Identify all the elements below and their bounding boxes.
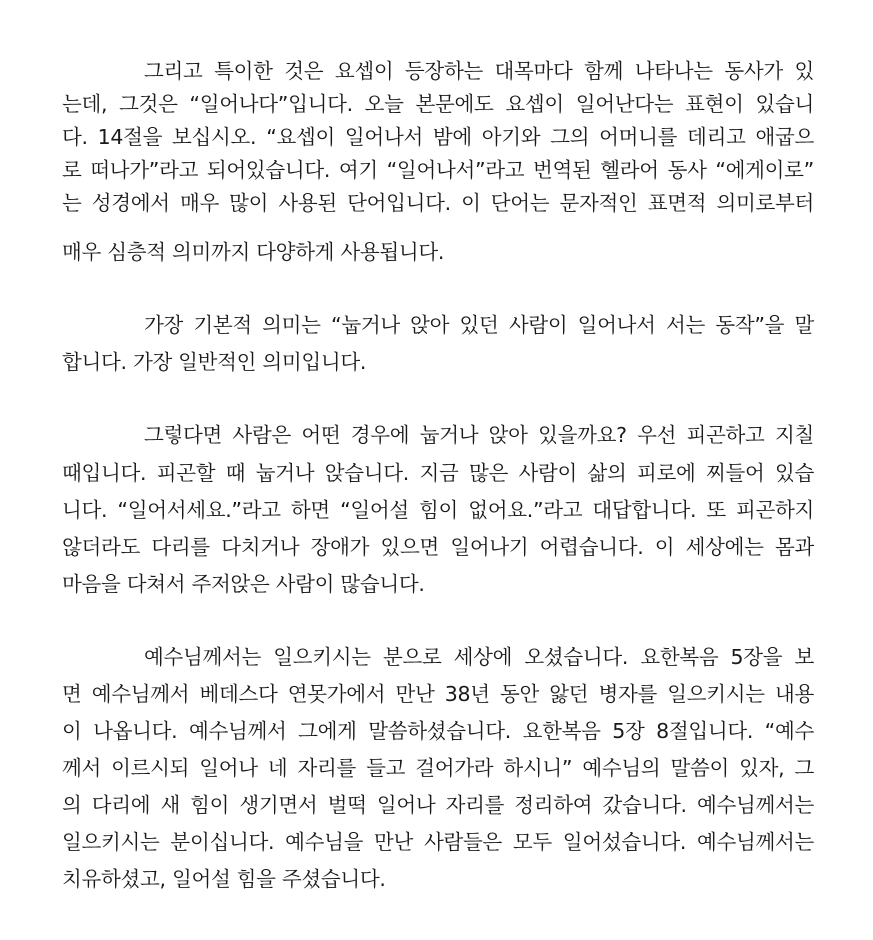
paragraph-3-line-3: 니다. “일어서세요.”라고 하면 “일어설 힘이 없어요.”라고 대답합니다. 또 피곤하지 xyxy=(62,498,814,522)
paragraph-1-line-4: 로 떠나가”라고 되어있습니다. 여기 “일어나서”라고 번역된 헬라어 동사 “에게이로” xyxy=(62,158,814,182)
paragraph-2-line-1: 가장 기본적 의미는 “눕거나 앉아 있던 사람이 일어나서 서는 동작”을 말 xyxy=(144,313,814,337)
paragraph-1-line-2: 는데, 그것은 “일어나다”입니다. 오늘 본문에도 요셉이 일어난다는 표현이 있습니 xyxy=(62,92,814,116)
paragraph-1-line-5: 는 성경에서 매우 많이 사용된 단어입니다. 이 단어는 문자적인 표면적 의미로부터 xyxy=(62,191,814,215)
paragraph-4-line-5: 의 다리에 새 힘이 생기면서 벌떡 일어나 자리를 정리하여 갔습니다. 예수님께서는 xyxy=(62,793,814,817)
paragraph-1-line-1: 그리고 특이한 것은 요셉이 등장하는 대목마다 함께 나타나는 동사가 있 xyxy=(144,59,814,83)
paragraph-4-line-3: 이 나옵니다. 예수님께서 그에게 말씀하셨습니다. 요한복음 5장 8절입니다. “예수 xyxy=(62,719,814,743)
paragraph-4-line-4: 께서 이르시되 일어나 네 자리를 들고 걸어가라 하시니” 예수님의 말씀이 있자, 그 xyxy=(62,756,814,780)
paragraph-3-line-4: 않더라도 다리를 다치거나 장애가 있으면 일어나기 어렵습니다. 이 세상에는 몸과 xyxy=(62,535,814,559)
paragraph-1-line-6: 매우 심층적 의미까지 다양하게 사용됩니다. xyxy=(62,240,445,264)
paragraph-3-line-1: 그렇다면 사람은 어떤 경우에 눕거나 앉아 있을까요? 우선 피곤하고 지칠 xyxy=(144,423,814,447)
paragraph-2-line-2: 합니다. 가장 일반적인 의미입니다. xyxy=(62,350,367,374)
paragraph-3-line-5: 마음을 다쳐서 주저앉은 사람이 많습니다. xyxy=(62,572,425,596)
paragraph-3-line-2: 때입니다. 피곤할 때 눕거나 앉습니다. 지금 많은 사람이 삶의 피로에 찌들어 있습 xyxy=(62,461,814,485)
paragraph-1-line-3: 다. 14절을 보십시오. “요셉이 일어나서 밤에 아기와 그의 어머니를 데리고 애굽으 xyxy=(62,125,814,149)
paragraph-4-line-6: 일으키시는 분이십니다. 예수님을 만난 사람들은 모두 일어섰습니다. 예수님께서는 xyxy=(62,830,814,854)
paragraph-4-line-2: 면 예수님께서 베데스다 연못가에서 만난 38년 동안 앓던 병자를 일으키시는 내용 xyxy=(62,682,814,706)
paragraph-4-line-1: 예수님께서는 일으키시는 분으로 세상에 오셨습니다. 요한복음 5장을 보 xyxy=(144,645,814,669)
paragraph-4-line-7: 치유하셨고, 일어설 힘을 주셨습니다. xyxy=(62,867,386,891)
